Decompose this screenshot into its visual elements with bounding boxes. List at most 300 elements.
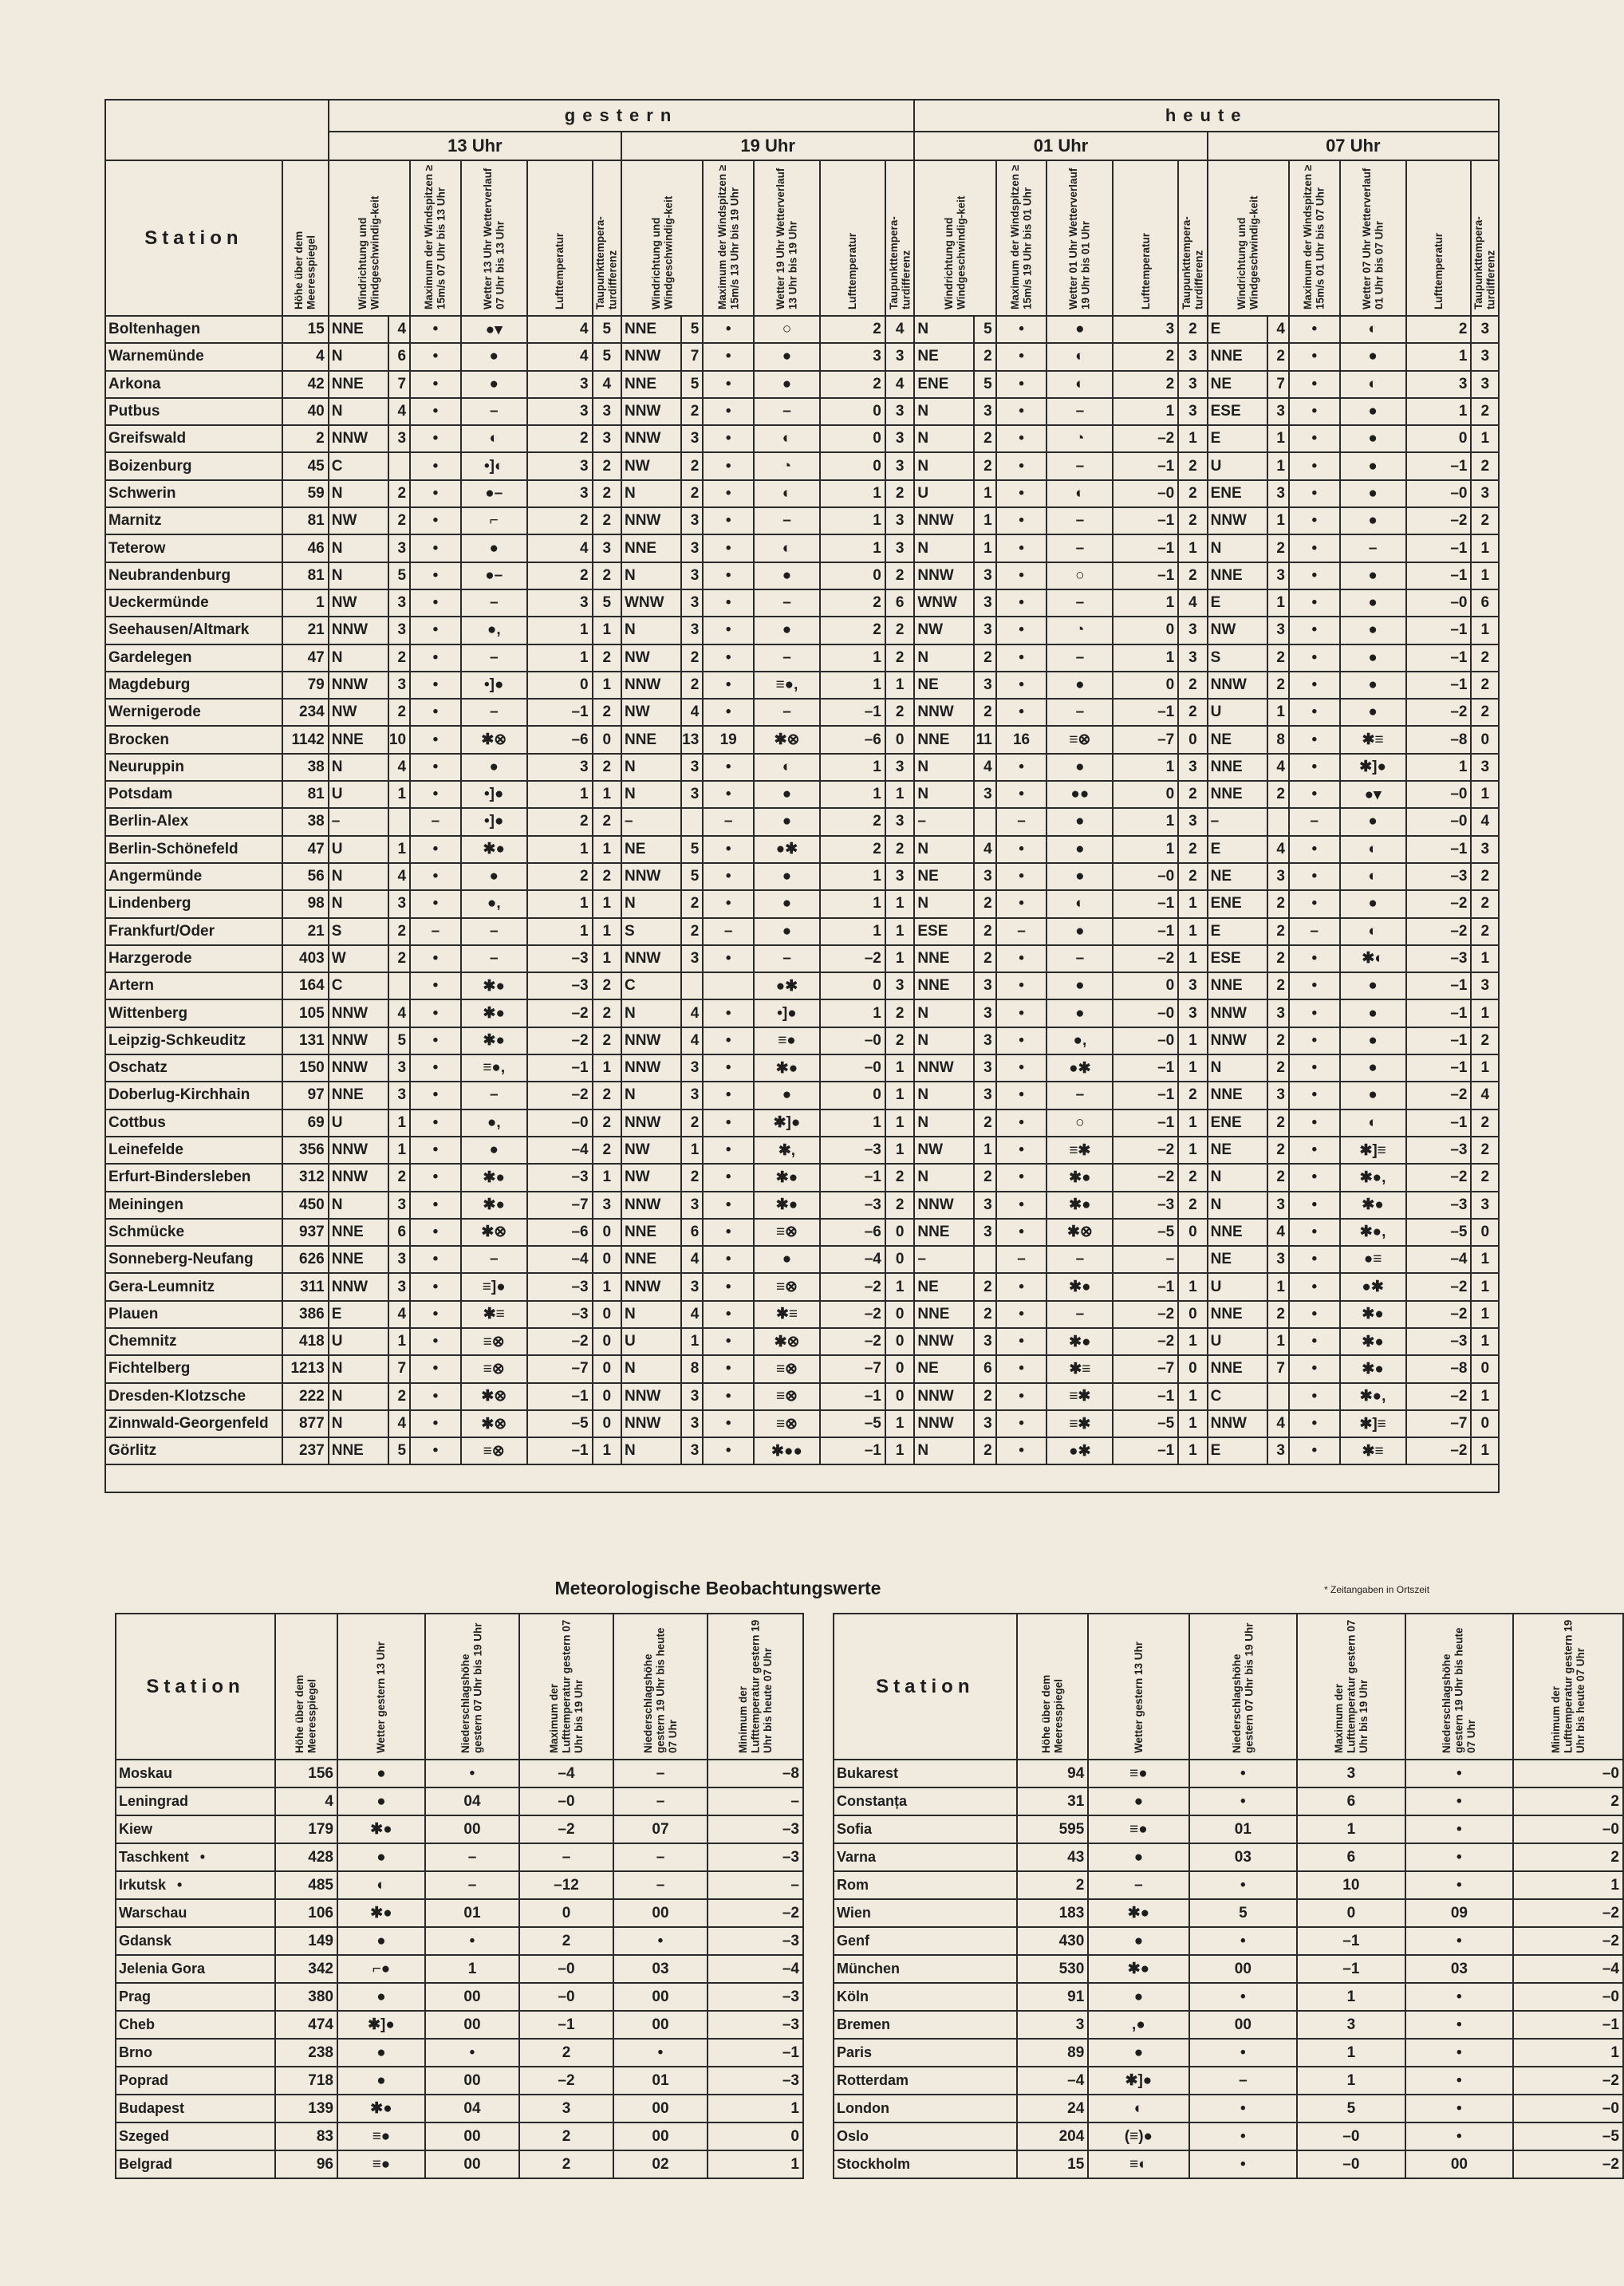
wind-speed <box>388 452 410 479</box>
wind-speed <box>681 972 703 999</box>
wind-speed: 3 <box>388 1246 410 1273</box>
wind-gust-max: • <box>703 1410 754 1437</box>
weather-symbol: – <box>461 1246 527 1273</box>
weather-symbol: ● <box>1047 754 1113 781</box>
col-header-wetter07-3: Wetter 07 Uhr Wetterverlauf 01 Uhr bis 07 Uhr <box>1340 160 1406 316</box>
wind-direction: NE <box>1208 726 1267 753</box>
dewpoint-difference: 1 <box>885 890 915 917</box>
wind-gust-max: • <box>703 1164 754 1191</box>
max-temperature: 6 <box>1297 1787 1405 1815</box>
air-temperature: 1 <box>820 480 885 507</box>
weather-symbol: ◐ <box>1340 836 1406 863</box>
wind-speed <box>1267 808 1289 835</box>
city-height: 4 <box>275 1787 337 1815</box>
dewpoint-difference: 2 <box>885 1027 915 1054</box>
dewpoint-difference: 0 <box>1471 726 1499 753</box>
wind-gust-max: • <box>703 1437 754 1464</box>
wind-direction: N <box>329 398 388 425</box>
station-row <box>105 316 1499 343</box>
city-name: Irkutsk <box>119 1877 167 1893</box>
wind-gust-max: • <box>703 890 754 917</box>
weather-symbol: ≡⊗ <box>754 1355 820 1382</box>
dewpoint-difference: 1 <box>885 1410 915 1437</box>
city-height: 106 <box>275 1899 337 1927</box>
wind-gust-max: • <box>410 836 461 863</box>
city-height: 24 <box>1017 2095 1089 2122</box>
precipitation-night: – <box>613 1760 708 1787</box>
wind-direction: ENE <box>1208 890 1267 917</box>
dewpoint-difference: 1 <box>885 1054 915 1082</box>
precipitation-day: • <box>1189 1927 1298 1955</box>
city-name-cell <box>834 1955 1017 1983</box>
air-temperature: –0 <box>820 1027 885 1054</box>
air-temperature: –2 <box>820 1328 885 1355</box>
col-header-nieder2: Niederschlagshöhe gestern 19 Uhr bis heute 07 Uhr <box>613 1614 708 1760</box>
wind-speed: 1 <box>974 1137 995 1164</box>
wind-speed: 3 <box>974 589 995 617</box>
wind-speed: 2 <box>681 644 703 672</box>
precipitation-night: 07 <box>613 1815 708 1843</box>
weather-symbol: ● <box>461 371 527 398</box>
time-07-header: 07 Uhr <box>1208 132 1499 160</box>
station-name: Görlitz <box>105 1437 282 1464</box>
col-header-maxtemp: Maximum der Lufttemperatur gestern 07 Uhr bis 19 Uhr <box>1297 1614 1405 1760</box>
dewpoint-difference: 0 <box>885 1328 915 1355</box>
wind-speed: 3 <box>681 945 703 972</box>
wind-direction: NNW <box>1208 507 1267 534</box>
wind-gust-max: • <box>703 562 754 589</box>
wind-gust-max: • <box>1289 589 1340 617</box>
precipitation-night: • <box>1405 2067 1514 2095</box>
precipitation-day: • <box>1189 1787 1298 1815</box>
weather-symbol: ● <box>461 863 527 890</box>
station-row <box>105 1355 1499 1382</box>
wind-speed: 2 <box>1267 1054 1289 1082</box>
city-name: Kiew <box>119 1821 153 1837</box>
wind-speed <box>388 808 410 835</box>
air-temperature: –1 <box>527 1383 593 1410</box>
wind-gust-max: • <box>703 1246 754 1273</box>
wind-speed: 2 <box>388 918 410 945</box>
dewpoint-difference: 1 <box>593 1164 621 1191</box>
city-name-cell <box>116 1871 275 1899</box>
wind-gust-max: • <box>1289 863 1340 890</box>
station-name: Frankfurt/Oder <box>105 918 282 945</box>
wind-direction: N <box>329 1192 388 1219</box>
wind-gust-max: • <box>996 371 1047 398</box>
wind-speed: 2 <box>974 890 995 917</box>
air-temperature: –2 <box>1406 918 1472 945</box>
wind-direction: ENE <box>1208 480 1267 507</box>
weather-symbol: •]◐ <box>461 452 527 479</box>
dewpoint-difference: 1 <box>885 1273 915 1300</box>
station-row <box>105 726 1499 753</box>
weather-symbol: ≡● <box>337 2150 425 2178</box>
dewpoint-difference: 1 <box>1471 1246 1499 1273</box>
air-temperature: 1 <box>820 644 885 672</box>
weather-symbol: – <box>754 699 820 726</box>
dewpoint-difference: 2 <box>1178 1164 1207 1191</box>
wind-direction: N <box>914 1164 974 1191</box>
wind-gust-max: • <box>410 699 461 726</box>
wind-speed: 3 <box>681 1192 703 1219</box>
wind-speed: 3 <box>1267 1437 1289 1464</box>
weather-symbol: ● <box>1088 1983 1188 2011</box>
precipitation-night: • <box>1405 1843 1514 1871</box>
weather-symbol: ●, <box>461 1109 527 1137</box>
air-temperature: –3 <box>1406 1328 1472 1355</box>
dewpoint-difference: 2 <box>885 1192 915 1219</box>
weather-symbol: ●– <box>461 480 527 507</box>
col-header-wind-0: Windrichtung und Windgeschwindig-keit <box>329 160 410 316</box>
wind-direction: NE <box>1208 1246 1267 1273</box>
air-temperature: –2 <box>1113 1137 1178 1164</box>
city-row <box>116 2039 803 2067</box>
precipitation-night: • <box>1405 1871 1514 1899</box>
wind-speed: 3 <box>974 1192 995 1219</box>
dewpoint-difference: 1 <box>593 781 621 808</box>
air-temperature: –1 <box>1406 1027 1472 1054</box>
dewpoint-difference: 0 <box>885 726 915 753</box>
dewpoint-difference: 1 <box>1471 1054 1499 1082</box>
weather-symbol: ● <box>1340 452 1406 479</box>
station-row <box>105 699 1499 726</box>
wind-speed: 3 <box>974 972 995 999</box>
wind-direction: NNW <box>914 1054 974 1082</box>
city-name: Sofia <box>837 1821 873 1837</box>
air-temperature: –2 <box>1113 1301 1178 1328</box>
station-height: 81 <box>282 507 329 534</box>
city-height: 718 <box>275 2067 337 2095</box>
wind-gust-max <box>703 972 754 999</box>
dewpoint-difference: 3 <box>885 452 915 479</box>
wind-speed: 7 <box>388 1355 410 1382</box>
city-row <box>116 1871 803 1899</box>
max-temperature: – <box>519 1843 613 1871</box>
weather-symbol: ● <box>1047 972 1113 999</box>
weather-symbol: ◔ <box>1047 617 1113 644</box>
precipitation-day: 00 <box>1189 2011 1298 2039</box>
station-row <box>105 1164 1499 1191</box>
wind-speed: 2 <box>1267 1027 1289 1054</box>
wind-direction: NE <box>914 1273 974 1300</box>
wind-gust-max: • <box>1289 534 1340 562</box>
wind-speed: 4 <box>388 754 410 781</box>
wind-direction: NE <box>1208 1137 1267 1164</box>
wind-speed: 5 <box>681 836 703 863</box>
wind-speed: 4 <box>974 754 995 781</box>
wind-gust-max: • <box>410 316 461 343</box>
wind-gust-max: • <box>410 1219 461 1246</box>
wind-direction: N <box>621 617 681 644</box>
wind-direction: NNE <box>621 534 681 562</box>
station-row <box>105 754 1499 781</box>
station-height: 356 <box>282 1137 329 1164</box>
wind-gust-max: • <box>996 999 1047 1027</box>
air-temperature: –1 <box>1113 1273 1178 1300</box>
wind-speed: 2 <box>388 1164 410 1191</box>
air-temperature: –3 <box>1113 1192 1178 1219</box>
air-temperature: –4 <box>527 1137 593 1164</box>
air-temperature: –1 <box>1113 507 1178 534</box>
col-header-wetter19-1: Wetter 19 Uhr Wetterverlauf 13 Uhr bis 19 Uhr <box>754 160 820 316</box>
wind-gust-max: • <box>410 1246 461 1273</box>
wind-gust-max: • <box>1289 1328 1340 1355</box>
wind-direction: NNE <box>1208 754 1267 781</box>
wind-gust-max: • <box>410 1109 461 1137</box>
wind-direction: U <box>1208 1328 1267 1355</box>
air-temperature: 1 <box>1113 808 1178 835</box>
wind-speed: 4 <box>681 699 703 726</box>
min-temperature: –0 <box>1513 1983 1623 2011</box>
wind-speed: 2 <box>1267 343 1289 370</box>
wind-speed: 4 <box>681 1246 703 1273</box>
wind-gust-max: • <box>410 972 461 999</box>
weather-symbol: ● <box>1340 999 1406 1027</box>
wind-gust-max: • <box>410 890 461 917</box>
wind-direction: C <box>1208 1383 1267 1410</box>
precipitation-day: • <box>1189 2122 1298 2150</box>
city-name-cell <box>116 1815 275 1843</box>
wind-gust-max: • <box>410 945 461 972</box>
city-name-cell <box>116 2039 275 2067</box>
weather-symbol: ≡⊗ <box>754 1273 820 1300</box>
wind-gust-max: • <box>703 1383 754 1410</box>
wind-gust-max: – <box>703 918 754 945</box>
weather-symbol: ✱, <box>754 1137 820 1164</box>
weather-symbol: ● <box>1340 699 1406 726</box>
wind-gust-max: • <box>1289 1219 1340 1246</box>
wind-speed: 5 <box>388 1027 410 1054</box>
wind-speed: 4 <box>388 999 410 1027</box>
wind-speed: 3 <box>1267 480 1289 507</box>
wind-gust-max: • <box>703 343 754 370</box>
station-name: Doberlug-Kirchhain <box>105 1082 282 1109</box>
max-temperature: 5 <box>1297 2095 1405 2122</box>
wind-gust-max: • <box>703 617 754 644</box>
air-temperature: 3 <box>527 371 593 398</box>
weather-symbol: – <box>1047 1082 1113 1109</box>
city-name-cell <box>834 1760 1017 1787</box>
weather-symbol: ● <box>1340 617 1406 644</box>
wind-speed: 1 <box>388 1137 410 1164</box>
dewpoint-difference: 0 <box>885 1383 915 1410</box>
wind-direction: N <box>329 343 388 370</box>
weather-symbol: ◔ <box>754 452 820 479</box>
dewpoint-difference: 2 <box>885 836 915 863</box>
wind-gust-max: • <box>410 726 461 753</box>
wind-speed: 5 <box>974 316 995 343</box>
air-temperature: –5 <box>1113 1219 1178 1246</box>
weather-symbol: ✱● <box>337 2095 425 2122</box>
min-temperature: –8 <box>708 1760 803 1787</box>
wind-speed: 4 <box>1267 836 1289 863</box>
wind-direction: – <box>621 808 681 835</box>
col-header-taupunkt-0: Taupunkttempera-turdifferenz <box>593 160 621 316</box>
wind-direction: NNE <box>329 1219 388 1246</box>
dewpoint-difference: 1 <box>885 672 915 699</box>
weather-symbol: ● <box>1047 863 1113 890</box>
precipitation-day: • <box>1189 1871 1298 1899</box>
station-name: Wernigerode <box>105 699 282 726</box>
wind-gust-max: • <box>703 316 754 343</box>
wind-gust-max: • <box>996 507 1047 534</box>
wind-speed: 4 <box>974 836 995 863</box>
wind-direction: NE <box>1208 371 1267 398</box>
weather-symbol: ◐ <box>1047 371 1113 398</box>
wind-speed: 3 <box>974 672 995 699</box>
city-name-cell <box>834 1983 1017 2011</box>
dewpoint-difference: 4 <box>1471 808 1499 835</box>
station-height: 47 <box>282 836 329 863</box>
wind-direction: NE <box>914 672 974 699</box>
city-height: 3 <box>1017 2011 1089 2039</box>
wind-gust-max: • <box>1289 781 1340 808</box>
air-temperature: –1 <box>820 1437 885 1464</box>
station-row <box>105 863 1499 890</box>
wind-direction: NNW <box>914 1328 974 1355</box>
station-name: Marnitz <box>105 507 282 534</box>
dewpoint-difference: 2 <box>593 1082 621 1109</box>
weather-symbol: ✱● <box>754 1164 820 1191</box>
weather-symbol: ◐ <box>1088 2095 1188 2122</box>
wind-speed: 7 <box>1267 371 1289 398</box>
wind-gust-max: • <box>1289 754 1340 781</box>
air-temperature: –2 <box>1406 1164 1472 1191</box>
station-row <box>105 343 1499 370</box>
air-temperature: –2 <box>1406 507 1472 534</box>
dewpoint-difference: 0 <box>593 1410 621 1437</box>
wind-speed: 4 <box>388 316 410 343</box>
weather-symbol: ● <box>461 534 527 562</box>
wind-gust-max: • <box>703 1328 754 1355</box>
station-height: 937 <box>282 1219 329 1246</box>
wind-speed: 4 <box>1267 316 1289 343</box>
wind-speed <box>1267 1383 1289 1410</box>
air-temperature: –0 <box>1113 999 1178 1027</box>
wind-speed: 3 <box>388 534 410 562</box>
weather-symbol: ✱≡ <box>1340 1437 1406 1464</box>
col-header-max19-1: Maximum der Windspitzen ≥ 15m/s 13 Uhr bis 19 Uhr <box>703 160 754 316</box>
station-row <box>105 808 1499 835</box>
station-height: 877 <box>282 1410 329 1437</box>
weather-symbol: ● <box>337 2067 425 2095</box>
weather-symbol: ● <box>1340 1082 1406 1109</box>
wind-speed: 2 <box>974 644 995 672</box>
wind-direction: NW <box>621 644 681 672</box>
wind-gust-max: • <box>410 1054 461 1082</box>
weather-symbol: ● <box>1047 808 1113 835</box>
city-name-cell <box>834 2011 1017 2039</box>
wind-speed: 5 <box>681 863 703 890</box>
wind-direction: N <box>329 1355 388 1382</box>
wind-speed: 1 <box>1267 589 1289 617</box>
air-temperature: –5 <box>1113 1410 1178 1437</box>
hoehe-column-header: Höhe über dem Meeresspiegel <box>282 160 329 316</box>
dewpoint-difference: 2 <box>1471 890 1499 917</box>
wind-direction: N <box>1208 1054 1267 1082</box>
weather-symbol: – <box>1047 699 1113 726</box>
wind-direction: NE <box>1208 863 1267 890</box>
wind-gust-max: • <box>996 1383 1047 1410</box>
dewpoint-difference: 3 <box>593 398 621 425</box>
wind-gust-max: • <box>1289 316 1340 343</box>
wind-direction: NE <box>914 343 974 370</box>
wind-speed: 2 <box>681 480 703 507</box>
weather-symbol: ●✱ <box>1047 1437 1113 1464</box>
weather-symbol: ●● <box>1047 781 1113 808</box>
wind-gust-max: • <box>410 398 461 425</box>
precipitation-night: – <box>613 1871 708 1899</box>
wind-direction: E <box>1208 836 1267 863</box>
wind-direction: N <box>621 562 681 589</box>
wind-speed: 2 <box>974 945 995 972</box>
wind-gust-max: • <box>1289 1410 1340 1437</box>
wind-gust-max: • <box>1289 480 1340 507</box>
air-temperature: –1 <box>1113 1383 1178 1410</box>
air-temperature: 1 <box>527 890 593 917</box>
wind-gust-max: • <box>410 1164 461 1191</box>
wind-direction: NNE <box>914 945 974 972</box>
col-header-max01-2: Maximum der Windspitzen ≥ 15m/s 19 Uhr bis 01 Uhr <box>996 160 1047 316</box>
col-header-wetter: Wetter gestern 13 Uhr <box>337 1614 425 1760</box>
dewpoint-difference: 2 <box>1178 316 1207 343</box>
wind-gust-max: • <box>996 836 1047 863</box>
weather-symbol: ● <box>754 1082 820 1109</box>
station-row <box>105 507 1499 534</box>
city-height: 2 <box>1017 1871 1089 1899</box>
weather-symbol: – <box>1047 589 1113 617</box>
city-name: Brno <box>119 2044 152 2060</box>
min-temperature: –3 <box>708 1843 803 1871</box>
precipitation-night: – <box>613 1787 708 1815</box>
station-height: 164 <box>282 972 329 999</box>
wind-direction: NNW <box>1208 999 1267 1027</box>
wind-direction: NNW <box>621 1410 681 1437</box>
wind-speed: 3 <box>681 617 703 644</box>
weather-symbol: ✱⊗ <box>754 726 820 753</box>
dewpoint-difference: 1 <box>1178 1410 1207 1437</box>
weather-symbol: ✱● <box>461 1027 527 1054</box>
weather-symbol: – <box>1047 398 1113 425</box>
dewpoint-difference: 1 <box>1471 1328 1499 1355</box>
wind-gust-max: • <box>1289 644 1340 672</box>
wind-speed: 3 <box>681 1383 703 1410</box>
weather-symbol: ● <box>1340 972 1406 999</box>
air-temperature: –2 <box>820 1273 885 1300</box>
weather-symbol: ● <box>1340 507 1406 534</box>
wind-direction: N <box>621 1437 681 1464</box>
col-header-wind-1: Windrichtung und Windgeschwindig-keit <box>621 160 703 316</box>
min-temperature: – <box>708 1787 803 1815</box>
precipitation-day: 01 <box>425 1899 519 1927</box>
wind-direction: N <box>329 562 388 589</box>
wind-direction: N <box>329 754 388 781</box>
dewpoint-difference: 3 <box>885 863 915 890</box>
dewpoint-difference: 3 <box>1471 972 1499 999</box>
weather-symbol: ✱● <box>337 1899 425 1927</box>
station-height: 21 <box>282 918 329 945</box>
dewpoint-difference: 0 <box>593 1383 621 1410</box>
weather-symbol: ✱◐ <box>1340 945 1406 972</box>
max-temperature: 0 <box>1297 1899 1405 1927</box>
dewpoint-difference: 1 <box>1471 1383 1499 1410</box>
col-header-temp-1: Lufttemperatur <box>820 160 885 316</box>
weather-symbol: ◐ <box>754 534 820 562</box>
wind-gust-max: • <box>996 1192 1047 1219</box>
station-name: Leinefelde <box>105 1137 282 1164</box>
dewpoint-difference: 1 <box>593 617 621 644</box>
